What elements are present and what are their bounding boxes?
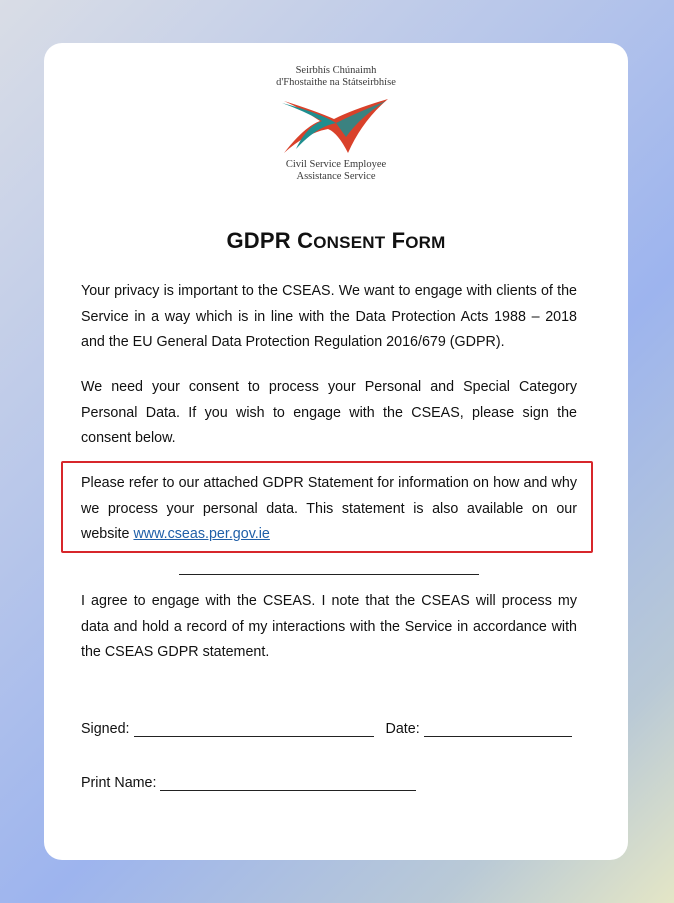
agreement-paragraph: I agree to engage with the CSEAS. I note that the CSEAS will process my data and hold a record of my interactions with the Service in accordance with the CSEAS GDPR statement.: [81, 593, 577, 660]
website-link[interactable]: www.cseas.per.gov.ie: [133, 526, 270, 542]
date-field[interactable]: [424, 722, 572, 737]
title-part: ONSENT: [313, 233, 386, 252]
gdpr-statement-text: Please refer to our attached GDPR Statement for information on how and why we process your personal data. This statement is also available on our website: [81, 475, 577, 542]
signature-row: [81, 721, 572, 737]
logo-english-line2: Assistance Service: [296, 171, 376, 182]
title-part: F: [385, 228, 406, 253]
date-label: Date:: [385, 721, 420, 737]
cseas-logo: [44, 65, 628, 183]
logo-irish-line2: d'Fhostaithe na Státseirbhíse: [276, 77, 396, 88]
consent-form-document: [44, 43, 628, 860]
print-name-row: [81, 775, 416, 791]
gdpr-statement-paragraph: [81, 471, 577, 548]
consent-request-paragraph: We need your consent to process your Personal and Special Category Personal Data. If you wish to engage with the CSEAS, please sign the consent below.: [81, 379, 577, 446]
signed-label: Signed:: [81, 721, 130, 737]
logo-english-line1: Civil Service Employee: [285, 159, 387, 170]
privacy-paragraph: Your privacy is important to the CSEAS. We want to engage with clients of the Service in a way which is in line with the Data Protection Acts 1988 – 2018 and the EU General Data Protection Regulation 2016/679 (GDPR).: [81, 283, 577, 350]
separator-line: [179, 574, 479, 575]
title-part: ORM: [405, 233, 446, 252]
logo-irish-line1: Seirbhís Chúnaimh: [295, 65, 377, 76]
print-name-label: Print Name:: [81, 775, 157, 791]
cseas-emblem-icon: [276, 93, 396, 157]
print-name-field[interactable]: [160, 776, 416, 791]
signature-field[interactable]: [134, 722, 374, 737]
title-part: GDPR C: [226, 228, 314, 253]
form-title: [44, 228, 628, 254]
